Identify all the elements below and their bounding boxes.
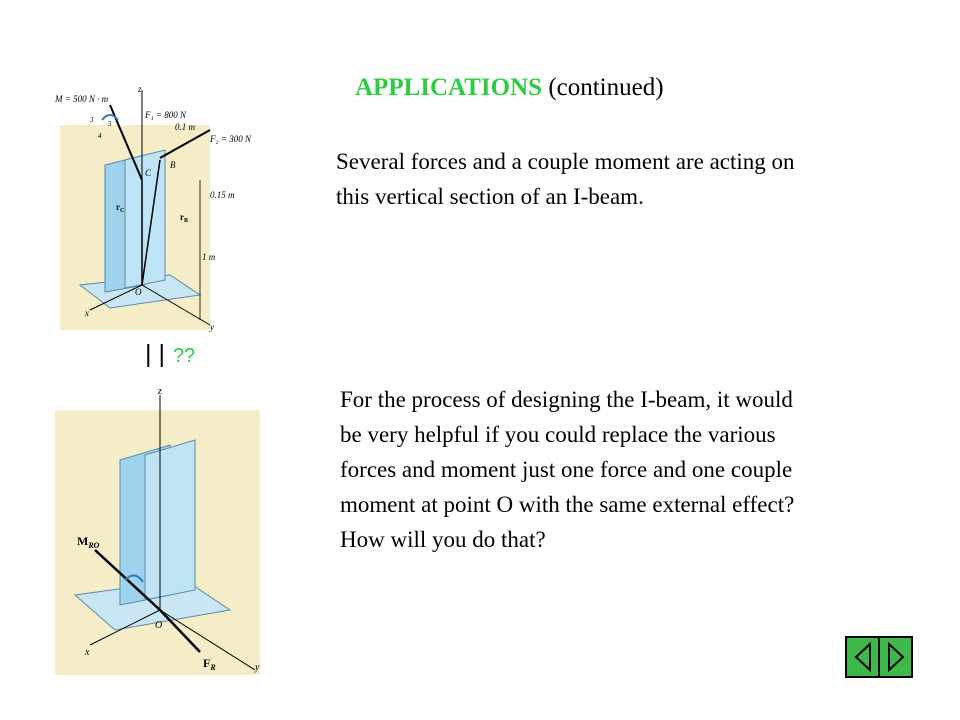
label-rc: $r_C$	[116, 202, 125, 214]
label-ratio4: 4	[98, 132, 102, 140]
label-y-2: y	[255, 662, 260, 673]
label-height: 1 m	[202, 252, 216, 262]
label-b: B	[170, 160, 176, 170]
triangle-left-icon	[854, 642, 872, 672]
label-c: C	[145, 168, 152, 178]
paragraph-forces: Several forces and a couple moment are acting on this vertical section of an I-beam.	[336, 149, 795, 209]
label-x: x	[85, 308, 89, 318]
ibeam-resultant-figure	[55, 380, 280, 675]
label-z: z	[138, 84, 142, 94]
label-moment: M = 500 N · m	[55, 94, 109, 104]
label-x-2: x	[85, 647, 90, 658]
label-f2: F₂ = 300 N	[210, 134, 251, 144]
label-d1: 0.1 m	[175, 122, 195, 132]
label-o-2: O	[155, 620, 163, 631]
label-fr: $F_R$	[203, 656, 216, 672]
label-d2: 0.15 m	[210, 190, 235, 200]
label-ratio3: 3	[90, 116, 94, 124]
label-z-2: z	[158, 386, 162, 397]
equivalence-marker	[145, 340, 195, 369]
label-mro: $M_{RO}$	[77, 534, 100, 550]
ibeam-forces-figure	[50, 80, 350, 335]
slide-title	[355, 74, 664, 102]
label-f1: F₁ = 800 N	[145, 110, 186, 120]
label-ratio5: 5	[108, 120, 112, 128]
label-o: O	[135, 287, 142, 297]
slide-navigation	[845, 636, 911, 678]
equivalence-question: ??	[172, 345, 196, 367]
paragraph-design: For the process of designing the I-beam, it would be very helpful if you could replace the various forces and moment just one force and one couple moment at point O with the same external effect? How will you do that?	[340, 387, 795, 552]
ibeam-flange-2	[145, 440, 195, 600]
label-rb: $r_B$	[180, 212, 189, 224]
title-highlight: APPLICATIONS	[355, 74, 543, 101]
next-slide-button[interactable]	[878, 636, 913, 678]
previous-slide-button[interactable]	[845, 636, 880, 678]
equivalence-symbol: | |	[145, 340, 165, 368]
title-rest: (continued)	[548, 74, 664, 101]
triangle-right-icon	[887, 642, 905, 672]
label-y: y	[210, 322, 214, 332]
